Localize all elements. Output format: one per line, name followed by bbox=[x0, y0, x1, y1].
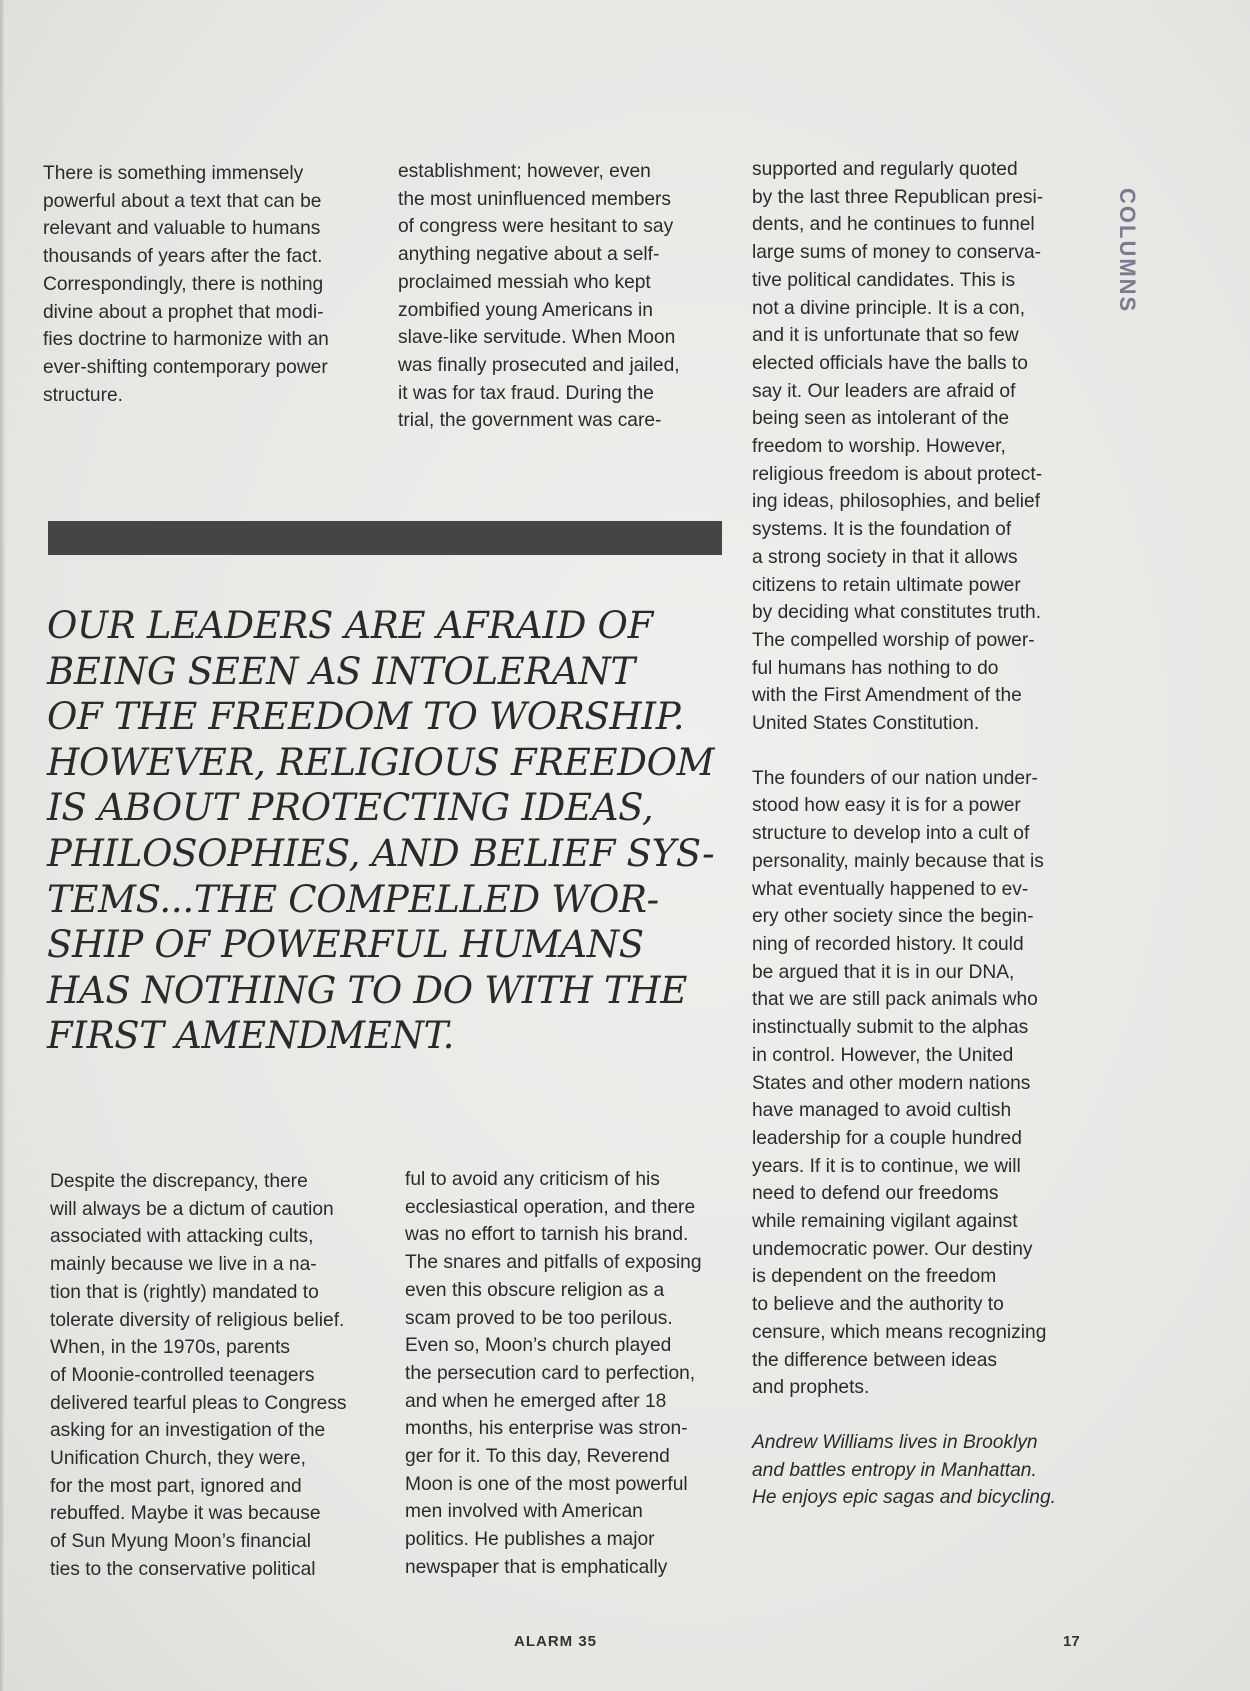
column-3-paragraph-1 bbox=[752, 156, 1056, 738]
text-line: TEMS...THE COMPELLED WOR- bbox=[47, 877, 659, 921]
text-line: the persecution card to perfection, bbox=[405, 1362, 696, 1384]
text-line: The founders of our nation under- bbox=[752, 767, 1038, 789]
text-line: United States Constitution. bbox=[752, 713, 980, 735]
text-line: leadership for a couple hundred bbox=[752, 1127, 1022, 1149]
text-line: by the last three Republican presi- bbox=[752, 186, 1044, 208]
text-line: powerful about a text that can be bbox=[43, 190, 322, 212]
text-line: tolerate diversity of religious belief. bbox=[50, 1309, 345, 1331]
text-line: Even so, Moon’s church played bbox=[405, 1335, 672, 1357]
text-line: the most uninfluenced members bbox=[398, 188, 672, 210]
text-line: freedom to worship. However, bbox=[752, 436, 1006, 458]
text-line: systems. It is the foundation of bbox=[752, 519, 1012, 541]
section-label: COLUMNS bbox=[1115, 188, 1140, 314]
text-line: ning of recorded history. It could bbox=[752, 933, 1024, 955]
pull-quote-rule bbox=[48, 521, 722, 555]
text-line: structure. bbox=[43, 384, 123, 406]
text-line: to believe and the authority to bbox=[752, 1294, 1004, 1316]
text-line: years. If it is to continue, we will bbox=[752, 1155, 1021, 1177]
text-line: newspaper that is emphatically bbox=[405, 1556, 668, 1578]
text-line: what eventually happened to ev- bbox=[752, 878, 1029, 900]
text-line: There is something immensely bbox=[43, 163, 304, 184]
text-line: with the First Amendment of the bbox=[752, 685, 1022, 707]
text-line: dents, and he continues to funnel bbox=[752, 214, 1035, 236]
column-1-top-text bbox=[43, 160, 329, 409]
text-line: and battles entropy in Manhattan. bbox=[752, 1459, 1037, 1481]
text-line: say it. Our leaders are afraid of bbox=[752, 380, 1016, 402]
text-line: Moon is one of the most powerful bbox=[405, 1473, 688, 1495]
text-line: personality, mainly because that is bbox=[752, 850, 1044, 872]
text-line: HAS NOTHING TO DO WITH THE bbox=[47, 968, 688, 1012]
footer-issue-label: ALARM 35 bbox=[514, 1633, 598, 1650]
text-line: proclaimed messiah who kept bbox=[398, 271, 651, 293]
text-line: the difference between ideas bbox=[752, 1349, 997, 1371]
text-line: politics. He publishes a major bbox=[405, 1529, 655, 1551]
text-line: tive political candidates. This is bbox=[752, 269, 1016, 291]
text-line: be argued that it is in our DNA, bbox=[752, 961, 1015, 983]
text-line: stood how easy it is for a power bbox=[752, 795, 1021, 817]
text-line: by deciding what constitutes truth. bbox=[752, 602, 1042, 624]
text-line: associated with attacking cults, bbox=[50, 1226, 314, 1248]
text-line: was finally prosecuted and jailed, bbox=[398, 354, 680, 376]
text-line: ful to avoid any criticism of his bbox=[405, 1169, 660, 1190]
column-1-bottom-text bbox=[50, 1168, 347, 1584]
text-line: months, his enterprise was stron- bbox=[405, 1418, 688, 1440]
column-3-text bbox=[752, 156, 1056, 1512]
text-line: asking for an investigation of the bbox=[50, 1420, 326, 1442]
text-line: and when he emerged after 18 bbox=[405, 1390, 667, 1412]
text-line: The snares and pitfalls of exposing bbox=[405, 1252, 702, 1274]
text-line: BEING SEEN AS INTOLERANT bbox=[47, 649, 635, 693]
text-line: of Sun Myung Moon’s financial bbox=[50, 1531, 311, 1553]
text-line: while remaining vigilant against bbox=[752, 1211, 1018, 1233]
text-line: Andrew Williams lives in Brooklyn bbox=[752, 1431, 1038, 1453]
text-line: divine about a prophet that modi- bbox=[43, 301, 324, 323]
text-line: of Moonie-controlled teenagers bbox=[50, 1364, 315, 1386]
text-line: and prophets. bbox=[752, 1377, 870, 1399]
text-line: censure, which means recognizing bbox=[752, 1321, 1047, 1343]
text-line: ties to the conservative political bbox=[50, 1558, 316, 1580]
text-line: delivered tearful pleas to Congress bbox=[50, 1392, 347, 1414]
text-line: even this obscure religion as a bbox=[405, 1279, 665, 1301]
text-line: not a divine principle. It is a con, bbox=[752, 297, 1026, 319]
text-line: it was for tax fraud. During the bbox=[398, 382, 654, 404]
text-line: ever-shifting contemporary power bbox=[43, 356, 328, 378]
text-line: Despite the discrepancy, there bbox=[50, 1171, 308, 1192]
pull-quote bbox=[47, 603, 714, 1059]
text-line: in control. However, the United bbox=[752, 1044, 1014, 1066]
text-line: structure to develop into a cult of bbox=[752, 823, 1030, 845]
text-line: large sums of money to conserva- bbox=[752, 242, 1042, 264]
text-line: need to defend our freedoms bbox=[752, 1183, 999, 1205]
column-2-top-text bbox=[398, 158, 680, 435]
text-line: ful humans has nothing to do bbox=[752, 657, 999, 679]
text-line: fies doctrine to harmonize with an bbox=[43, 329, 329, 351]
page-binding-edge bbox=[0, 0, 6, 1691]
text-line: SHIP OF POWERFUL HUMANS bbox=[47, 923, 644, 967]
text-line: slave-like servitude. When Moon bbox=[398, 327, 676, 349]
text-line: IS ABOUT PROTECTING IDEAS, bbox=[47, 786, 654, 830]
column-2-bottom-text bbox=[405, 1166, 702, 1582]
text-line: have managed to avoid cultish bbox=[752, 1100, 1012, 1122]
text-line: HOWEVER, RELIGIOUS FREEDOM bbox=[47, 740, 715, 784]
text-line: mainly because we live in a na- bbox=[50, 1254, 317, 1276]
text-line: OUR LEADERS ARE AFRAID OF bbox=[47, 604, 653, 647]
text-line: undemocratic power. Our destiny bbox=[752, 1238, 1033, 1260]
text-line: tion that is (rightly) mandated to bbox=[50, 1281, 319, 1303]
text-line: thousands of years after the fact. bbox=[43, 246, 323, 268]
text-line: instinctually submit to the alphas bbox=[752, 1017, 1029, 1039]
text-line: for the most part, ignored and bbox=[50, 1475, 302, 1497]
text-line: a strong society in that it allows bbox=[752, 546, 1018, 568]
text-line: that we are still pack animals who bbox=[752, 989, 1038, 1011]
text-line: Correspondingly, there is nothing bbox=[43, 273, 324, 295]
text-line: trial, the government was care- bbox=[398, 410, 662, 432]
text-line: The compelled worship of power- bbox=[752, 629, 1035, 651]
page-number: 17 bbox=[1063, 1633, 1080, 1650]
text-line: and it is unfortunate that so few bbox=[752, 325, 1019, 347]
text-line: establishment; however, even bbox=[398, 161, 651, 182]
text-line: will always be a dictum of caution bbox=[50, 1198, 334, 1220]
text-line: elected officials have the balls to bbox=[752, 352, 1028, 374]
text-line: ery other society since the begin- bbox=[752, 906, 1034, 928]
text-line: FIRST AMENDMENT. bbox=[47, 1014, 455, 1058]
text-line: Unification Church, they were, bbox=[50, 1448, 306, 1470]
text-line: of congress were hesitant to say bbox=[398, 216, 674, 238]
text-line: citizens to retain ultimate power bbox=[752, 574, 1021, 596]
text-line: States and other modern nations bbox=[752, 1072, 1031, 1094]
text-line: relevant and valuable to humans bbox=[43, 218, 321, 240]
text-line: religious freedom is about protect- bbox=[752, 463, 1043, 485]
text-line: rebuffed. Maybe it was because bbox=[50, 1503, 321, 1525]
text-line: scam proved to be too perilous. bbox=[405, 1307, 673, 1329]
text-line: was no effort to tarnish his brand. bbox=[405, 1224, 689, 1246]
text-line: PHILOSOPHIES, AND BELIEF SYS- bbox=[47, 831, 715, 875]
text-line: ger for it. To this day, Reverend bbox=[405, 1446, 670, 1468]
text-line: When, in the 1970s, parents bbox=[50, 1337, 290, 1359]
text-line: anything negative about a self- bbox=[398, 244, 660, 266]
author-bio bbox=[752, 1429, 1056, 1512]
text-line: OF THE FREEDOM TO WORSHIP. bbox=[47, 695, 685, 739]
text-line: He enjoys epic sagas and bicycling. bbox=[752, 1487, 1056, 1509]
text-line: ing ideas, philosophies, and belief bbox=[752, 491, 1041, 513]
text-line: ecclesiastical operation, and there bbox=[405, 1196, 696, 1218]
text-line: men involved with American bbox=[405, 1501, 643, 1523]
column-3-paragraph-2 bbox=[752, 765, 1056, 1402]
text-line: supported and regularly quoted bbox=[752, 159, 1018, 180]
text-line: being seen as intolerant of the bbox=[752, 408, 1010, 430]
text-line: zombified young Americans in bbox=[398, 299, 653, 321]
text-line: is dependent on the freedom bbox=[752, 1266, 997, 1288]
